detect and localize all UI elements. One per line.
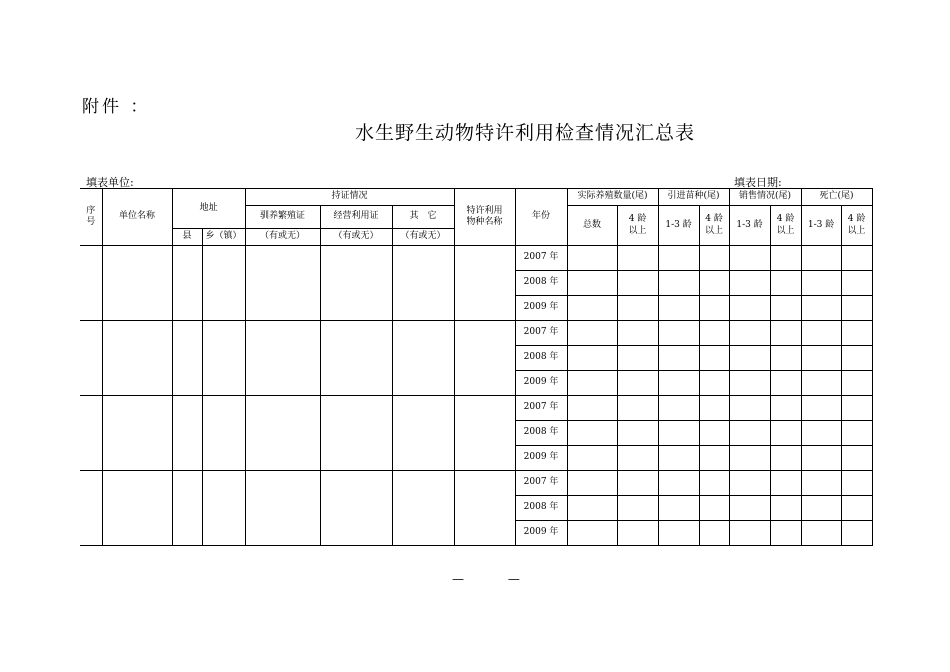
data-cell[interactable]: [567, 396, 617, 421]
data-cell[interactable]: [699, 446, 729, 471]
data-cell[interactable]: [729, 521, 770, 546]
group-cell[interactable]: [454, 396, 515, 471]
data-cell[interactable]: [841, 521, 872, 546]
group-cell[interactable]: [320, 246, 392, 321]
data-cell[interactable]: [699, 421, 729, 446]
data-cell[interactable]: [770, 496, 801, 521]
data-cell[interactable]: [770, 471, 801, 496]
data-cell[interactable]: [841, 471, 872, 496]
group-cell[interactable]: [80, 471, 102, 546]
group-cell[interactable]: [245, 246, 320, 321]
group-cell[interactable]: [172, 246, 202, 321]
header-unit-name: 单位名称: [102, 189, 172, 246]
data-cell[interactable]: [801, 346, 841, 371]
header-introduced: 引进苗种(尾): [658, 189, 729, 206]
data-cell[interactable]: [770, 371, 801, 396]
data-cell[interactable]: [801, 471, 841, 496]
data-cell[interactable]: [617, 246, 658, 271]
header-year: 年份: [515, 189, 567, 246]
group-cell[interactable]: [172, 396, 202, 471]
data-cell[interactable]: [617, 471, 658, 496]
data-cell[interactable]: [729, 446, 770, 471]
header-county: 县: [172, 229, 202, 246]
data-cell[interactable]: [729, 346, 770, 371]
year-cell: 2007 年: [515, 321, 567, 346]
group-cell[interactable]: [392, 246, 454, 321]
data-cell[interactable]: [729, 271, 770, 296]
data-cell[interactable]: [567, 346, 617, 371]
data-cell[interactable]: [658, 346, 699, 371]
data-cell[interactable]: [567, 271, 617, 296]
data-cell[interactable]: [841, 396, 872, 421]
data-cell[interactable]: [729, 421, 770, 446]
data-cell[interactable]: [801, 296, 841, 321]
header-other: 其 它: [392, 206, 454, 229]
data-cell[interactable]: [699, 246, 729, 271]
data-cell[interactable]: [729, 396, 770, 421]
data-cell[interactable]: [841, 246, 872, 271]
group-cell[interactable]: [80, 246, 102, 321]
data-cell[interactable]: [658, 321, 699, 346]
data-cell[interactable]: [770, 321, 801, 346]
year-cell: 2007 年: [515, 396, 567, 421]
group-cell[interactable]: [454, 246, 515, 321]
data-cell[interactable]: [729, 246, 770, 271]
header-business-cert: 经营利用证: [320, 206, 392, 229]
year-cell: 2009 年: [515, 296, 567, 321]
header-breeding-cert: 驯养繁殖证: [245, 206, 320, 229]
data-cell[interactable]: [801, 496, 841, 521]
data-cell[interactable]: [658, 421, 699, 446]
data-cell[interactable]: [770, 446, 801, 471]
header-other-has: （有或无）: [392, 229, 454, 246]
data-cell[interactable]: [567, 371, 617, 396]
data-cell[interactable]: [841, 371, 872, 396]
data-cell[interactable]: [617, 521, 658, 546]
header-introduced-age13: 1-3 龄: [658, 206, 699, 246]
data-cell[interactable]: [567, 246, 617, 271]
header-sales-age4: 4 龄 以上: [770, 206, 801, 246]
data-cell[interactable]: [617, 296, 658, 321]
group-cell[interactable]: [102, 471, 172, 546]
year-cell: 2008 年: [515, 271, 567, 296]
header-address: 地址: [172, 189, 245, 229]
data-cell[interactable]: [801, 521, 841, 546]
header-species: 特许利用 物种名称: [454, 189, 515, 246]
data-cell[interactable]: [729, 321, 770, 346]
header-actual-count: 实际养殖数量(尾): [567, 189, 658, 206]
year-cell: 2008 年: [515, 421, 567, 446]
data-cell[interactable]: [658, 396, 699, 421]
data-cell[interactable]: [567, 296, 617, 321]
data-cell[interactable]: [699, 321, 729, 346]
data-cell[interactable]: [699, 521, 729, 546]
data-cell[interactable]: [770, 346, 801, 371]
year-cell: 2008 年: [515, 346, 567, 371]
group-cell[interactable]: [202, 321, 245, 396]
header-township: 乡（镇）: [202, 229, 245, 246]
data-cell[interactable]: [699, 271, 729, 296]
data-cell[interactable]: [699, 296, 729, 321]
fill-date-label: 填表日期:: [734, 176, 782, 189]
header-licenses: 持证情况: [245, 189, 454, 206]
data-cell[interactable]: [770, 246, 801, 271]
data-cell[interactable]: [801, 421, 841, 446]
header-sales-age13: 1-3 龄: [729, 206, 770, 246]
data-cell[interactable]: [699, 346, 729, 371]
data-cell[interactable]: [841, 346, 872, 371]
data-cell[interactable]: [801, 396, 841, 421]
group-cell[interactable]: [80, 321, 102, 396]
year-cell: 2009 年: [515, 521, 567, 546]
group-cell[interactable]: [102, 246, 172, 321]
group-cell[interactable]: [80, 396, 102, 471]
group-cell[interactable]: [454, 471, 515, 546]
year-cell: 2009 年: [515, 446, 567, 471]
header-actual-age4: 4 龄 以上: [617, 206, 658, 246]
data-cell[interactable]: [617, 371, 658, 396]
data-cell[interactable]: [699, 396, 729, 421]
group-cell[interactable]: [202, 471, 245, 546]
group-cell[interactable]: [245, 471, 320, 546]
data-cell[interactable]: [841, 321, 872, 346]
table-row: [80, 246, 872, 271]
group-cell[interactable]: [392, 396, 454, 471]
data-cell[interactable]: [617, 421, 658, 446]
data-cell[interactable]: [770, 521, 801, 546]
group-cell[interactable]: [392, 471, 454, 546]
data-cell[interactable]: [658, 496, 699, 521]
group-cell[interactable]: [320, 471, 392, 546]
group-cell[interactable]: [454, 321, 515, 396]
data-cell[interactable]: [658, 471, 699, 496]
page-footer: — —: [452, 572, 540, 586]
group-cell[interactable]: [392, 321, 454, 396]
header-death-age4: 4 龄 以上: [841, 206, 872, 246]
group-cell[interactable]: [320, 321, 392, 396]
group-cell[interactable]: [172, 471, 202, 546]
data-cell[interactable]: [617, 271, 658, 296]
year-cell: 2007 年: [515, 471, 567, 496]
data-cell[interactable]: [770, 421, 801, 446]
header-seq: 序 号: [80, 189, 102, 246]
data-cell[interactable]: [567, 496, 617, 521]
data-cell[interactable]: [617, 346, 658, 371]
data-cell[interactable]: [729, 371, 770, 396]
page-title: 水生野生动物特许利用检查情况汇总表: [354, 122, 695, 144]
group-cell[interactable]: [202, 246, 245, 321]
data-cell[interactable]: [567, 421, 617, 446]
header-breeding-has: （有或无）: [245, 229, 320, 246]
data-cell[interactable]: [658, 371, 699, 396]
data-cell[interactable]: [658, 296, 699, 321]
attachment-label: 附件 ：: [82, 97, 151, 117]
data-cell[interactable]: [699, 471, 729, 496]
header-introduced-age4: 4 龄 以上: [699, 206, 729, 246]
data-cell[interactable]: [770, 271, 801, 296]
data-cell[interactable]: [658, 521, 699, 546]
data-cell[interactable]: [729, 496, 770, 521]
data-cell[interactable]: [567, 321, 617, 346]
group-cell[interactable]: [202, 396, 245, 471]
group-cell[interactable]: [102, 396, 172, 471]
year-cell: 2009 年: [515, 371, 567, 396]
data-cell[interactable]: [617, 446, 658, 471]
data-cell[interactable]: [801, 371, 841, 396]
data-cell[interactable]: [801, 271, 841, 296]
data-cell[interactable]: [801, 446, 841, 471]
data-cell[interactable]: [841, 421, 872, 446]
data-cell[interactable]: [699, 496, 729, 521]
fill-unit-label: 填表单位:: [86, 176, 134, 189]
data-cell[interactable]: [617, 496, 658, 521]
group-cell[interactable]: [102, 321, 172, 396]
data-cell[interactable]: [841, 446, 872, 471]
data-cell[interactable]: [801, 246, 841, 271]
group-cell[interactable]: [172, 321, 202, 396]
data-cell[interactable]: [567, 446, 617, 471]
group-cell[interactable]: [245, 321, 320, 396]
table-row: [80, 396, 872, 421]
data-cell[interactable]: [699, 371, 729, 396]
table-row: [80, 471, 872, 496]
header-death-age13: 1-3 龄: [801, 206, 841, 246]
table-row: [80, 321, 872, 346]
group-cell[interactable]: [245, 396, 320, 471]
year-cell: 2007 年: [515, 246, 567, 271]
data-cell[interactable]: [841, 271, 872, 296]
data-cell[interactable]: [770, 396, 801, 421]
group-cell[interactable]: [320, 396, 392, 471]
data-cell[interactable]: [658, 246, 699, 271]
data-cell[interactable]: [658, 271, 699, 296]
data-cell[interactable]: [729, 296, 770, 321]
data-cell[interactable]: [617, 396, 658, 421]
data-cell[interactable]: [567, 471, 617, 496]
data-cell[interactable]: [567, 521, 617, 546]
header-sales: 销售情况(尾): [729, 189, 801, 206]
data-cell[interactable]: [841, 496, 872, 521]
data-cell[interactable]: [841, 296, 872, 321]
summary-table: [80, 188, 873, 546]
data-cell[interactable]: [801, 321, 841, 346]
header-total: 总数: [567, 206, 617, 246]
data-cell[interactable]: [770, 296, 801, 321]
data-cell[interactable]: [729, 471, 770, 496]
data-cell[interactable]: [658, 446, 699, 471]
header-death: 死亡(尾): [801, 189, 872, 206]
data-cell[interactable]: [617, 321, 658, 346]
year-cell: 2008 年: [515, 496, 567, 521]
header-business-has: （有或无）: [320, 229, 392, 246]
